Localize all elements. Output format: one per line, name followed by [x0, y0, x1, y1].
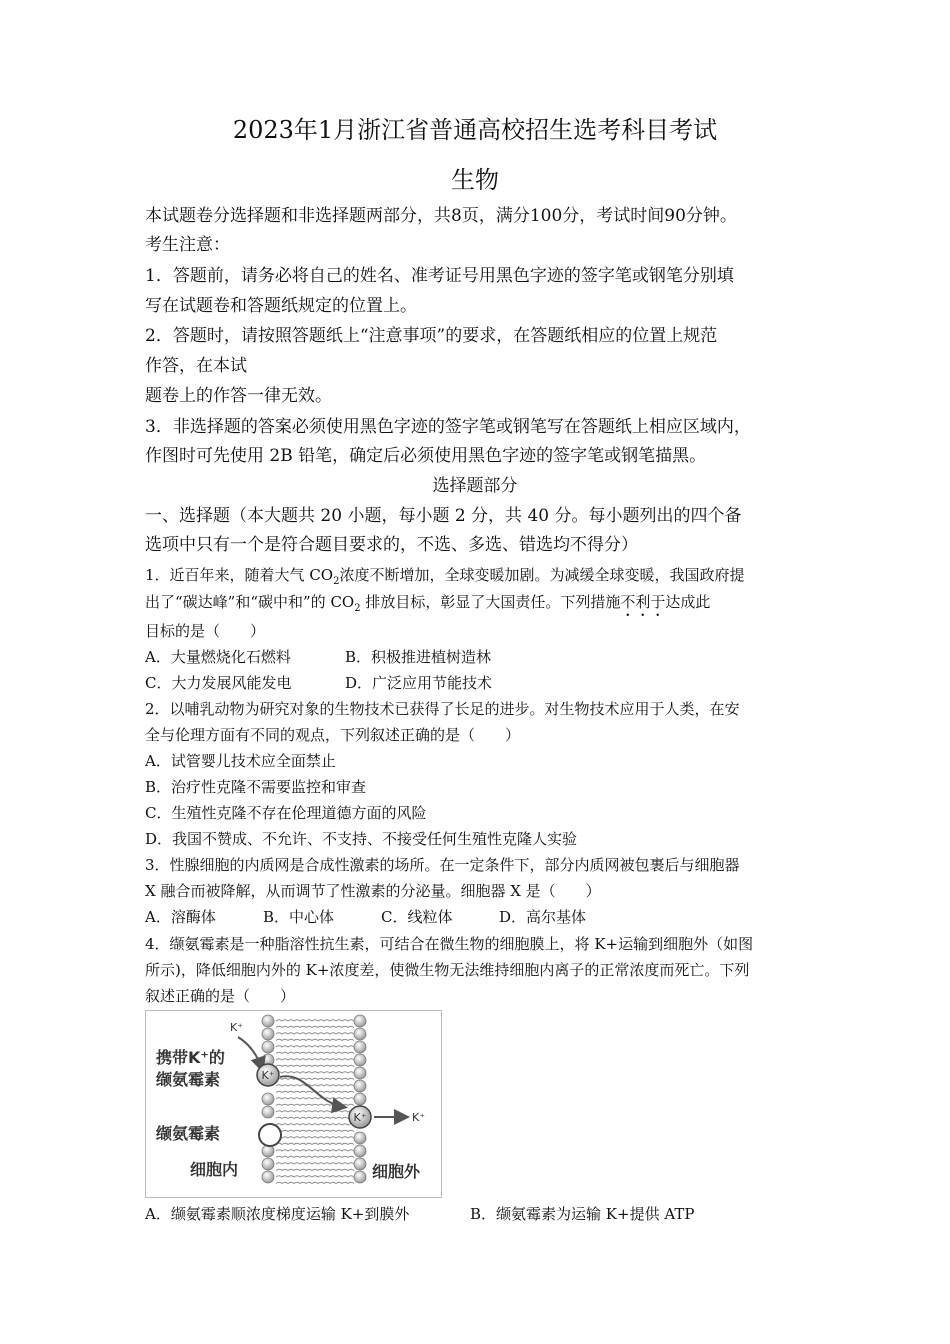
valinomycin-figure	[145, 1010, 442, 1198]
fatty-acid-tail	[276, 1137, 354, 1138]
fatty-acid-tail	[276, 1130, 354, 1131]
phospholipid-head	[262, 1041, 274, 1053]
notice-intro: 本试题卷分选择题和非选择题两部分，共8页，满分100分，考试时间90分钟。	[145, 206, 737, 226]
q2-option-d: D．我国不赞成、不允许、不支持、不接受任何生殖性克隆人实验	[145, 830, 578, 848]
q3-line1: 3．性腺细胞的内质网是合成性激素的场所。在一定条件下，部分内质网被包裹后与细胞器	[145, 856, 740, 874]
q3-option-d: D．高尔基体	[499, 908, 587, 926]
fatty-acid-tail	[276, 1072, 354, 1073]
carrier-label-line2: 缬氨霉素	[156, 1070, 221, 1089]
fatty-acid-tail	[276, 1111, 354, 1112]
q1-subscript-2: 2	[354, 603, 361, 614]
notice-item2-line1: 2．答题时，请按照答题纸上“注意事项”的要求，在答题纸相应的位置上规范	[145, 326, 718, 346]
fatty-acid-tail	[276, 1085, 354, 1086]
exam-title: 2023年1月浙江省普通高校招生选考科目考试	[232, 116, 718, 144]
phospholipid-head	[354, 1067, 366, 1079]
fatty-acid-tail	[276, 1117, 354, 1118]
q1-option-b: B．积极推进植树造林	[345, 648, 492, 666]
phospholipid-head	[262, 1028, 274, 1040]
q4-line2: 所示)，降低细胞内外的 K+浓度差，使微生物无法维持细胞内离子的正常浓度而死亡。下列	[145, 961, 750, 979]
phospholipid-head	[354, 1028, 366, 1040]
q1-option-d: D．广泛应用节能技术	[345, 674, 493, 692]
fatty-acid-tail	[276, 1124, 354, 1125]
q1-line2-a: 出了“碳达峰”和“碳中和”的 CO	[145, 593, 355, 611]
phospholipid-head	[354, 1054, 366, 1066]
q3-options	[145, 904, 825, 930]
q4-line1: 4．缬氨霉素是一种脂溶性抗生素，可结合在微生物的细胞膜上，将 K+运输到细胞外（如图	[145, 935, 754, 953]
q4-option-a: A．缬氨霉素顺浓度梯度运输 K+到膜外	[145, 1205, 410, 1223]
subject-title: 生物	[451, 166, 499, 194]
fatty-acid-tail	[276, 1026, 354, 1027]
q2-option-c: C．生殖性克隆不存在伦理道德方面的风险	[145, 804, 427, 822]
phospholipid-head	[354, 1158, 366, 1170]
q1-emphasis: 不利于	[620, 593, 666, 611]
fatty-acid-tail	[276, 1104, 354, 1105]
fatty-acid-tail	[276, 1020, 354, 1021]
phospholipid-head	[354, 1080, 366, 1092]
q3-option-c: C．线粒体	[381, 908, 453, 926]
inside-cell-label: 细胞内	[190, 1160, 239, 1179]
phospholipid-head	[262, 1171, 274, 1183]
fatty-acid-tail	[276, 1150, 354, 1151]
fatty-acid-tail	[276, 1169, 354, 1170]
membrane-diagram	[146, 1011, 441, 1197]
outside-cell-label: 细胞外	[372, 1162, 421, 1181]
phospholipid-head	[262, 1093, 274, 1105]
fatty-acid-tail	[276, 1052, 354, 1053]
phospholipid-head	[262, 1106, 274, 1118]
q1-line2-b: 排放目标，彰显了大国责任。下列措施	[360, 593, 621, 611]
q1-options-row2	[145, 670, 825, 696]
q4-options-row1	[145, 1201, 825, 1227]
q1-option-c: C．大力发展风能发电	[145, 674, 292, 692]
fatty-acid-tail	[276, 1065, 354, 1066]
carrier-label-line1: 携带K⁺的	[156, 1048, 225, 1067]
phospholipid-head	[354, 1145, 366, 1157]
notice-item3-line1: 3．非选择题的答案必须使用黑色字迹的签字笔或钢笔写在答题纸上相应区域内，	[145, 417, 751, 437]
fatty-acid-tail	[276, 1156, 354, 1157]
fatty-acid-tail	[276, 1078, 354, 1079]
phospholipid-head	[354, 1171, 366, 1183]
section-heading: 选择题部分	[432, 476, 518, 496]
q2-line1: 2．以哺乳动物为研究对象的生物技术已获得了长足的进步。对生物技术应用于人类，在安	[145, 700, 740, 718]
fatty-acid-tail	[276, 1182, 354, 1183]
part-instructions-line1: 一、选择题（本大题共 20 小题，每小题 2 分，共 40 分。每小题列出的四个备	[145, 506, 742, 526]
valinomycin-label: 缬氨霉素	[156, 1124, 221, 1143]
fatty-acid-tail	[276, 1176, 354, 1177]
q3-option-b: B．中心体	[263, 908, 335, 926]
free-valinomycin-circle	[259, 1124, 281, 1146]
q4-line3: 叙述正确的是（ ）	[145, 987, 296, 1005]
part-instructions-line2: 选项中只有一个是符合题目要求的，不选、多选、错选均不得分）	[145, 535, 638, 555]
phospholipid-head	[262, 1015, 274, 1027]
lipid-bilayer	[262, 1015, 366, 1184]
notice-item2-line3: 题卷上的作答一律无效。	[145, 386, 332, 406]
notice-item1-line1: 1．答题前，请务必将自己的姓名、准考证号用黑色字迹的签字笔或钢笔分别填	[145, 266, 734, 286]
k-bound-label: K⁺	[261, 1069, 275, 1082]
phospholipid-head	[354, 1041, 366, 1053]
fatty-acid-tail	[276, 1098, 354, 1099]
fatty-acid-tail	[276, 1039, 354, 1040]
fatty-acid-tail	[276, 1059, 354, 1060]
q1-option-a: A．大量燃烧化石燃料	[145, 648, 291, 666]
q1-line1-b: 浓度不断增加，全球变暖加剧。为减缓全球变暖，我国政府提	[339, 566, 745, 584]
notice-item3-line2: 作图时可先使用 2B 铅笔，确定后必须使用黑色字迹的签字笔或钢笔描黑。	[145, 446, 707, 466]
fatty-acid-tail	[276, 1143, 354, 1144]
phospholipid-head	[354, 1093, 366, 1105]
notice-attention: 考生注意：	[145, 235, 230, 255]
notice-item2-line2: 作答，在本试	[145, 356, 247, 376]
q1-subscript-1: 2	[333, 576, 340, 587]
q1-line1-a: 1．近百年来，随着大气 CO	[145, 566, 334, 584]
k-entry-arrow	[238, 1037, 262, 1069]
fatty-acid-tail	[276, 1163, 354, 1164]
phospholipid-head	[262, 1158, 274, 1170]
q1-line3: 目标的是（ ）	[145, 622, 266, 640]
q3-option-a: A．溶酶体	[145, 908, 216, 926]
q1-line2-d: 达成此	[665, 593, 711, 611]
q2-line2: 全与伦理方面有不同的观点，下列叙述正确的是（ ）	[145, 726, 521, 744]
q2-option-a: A．试管婴儿技术应全面禁止	[145, 752, 336, 770]
notice-item1-line2: 写在试题卷和答题纸规定的位置上。	[145, 296, 417, 316]
q2-option-b: B．治疗性克隆不需要监控和审查	[145, 778, 367, 796]
k-mid-label: K⁺	[353, 1111, 367, 1124]
phospholipid-head	[354, 1132, 366, 1144]
k-top-label: K⁺	[230, 1021, 244, 1034]
q3-line2: X 融合而被降解，从而调节了性激素的分泌量。细胞器 X 是（ ）	[145, 882, 601, 900]
k-out-label: K⁺	[412, 1111, 426, 1124]
fatty-acid-tail	[276, 1033, 354, 1034]
q1-options-row1	[145, 644, 825, 670]
q4-option-b: B．缬氨霉素为运输 K+提供 ATP	[470, 1205, 695, 1223]
fatty-acid-tail	[276, 1046, 354, 1047]
phospholipid-head	[354, 1015, 366, 1027]
